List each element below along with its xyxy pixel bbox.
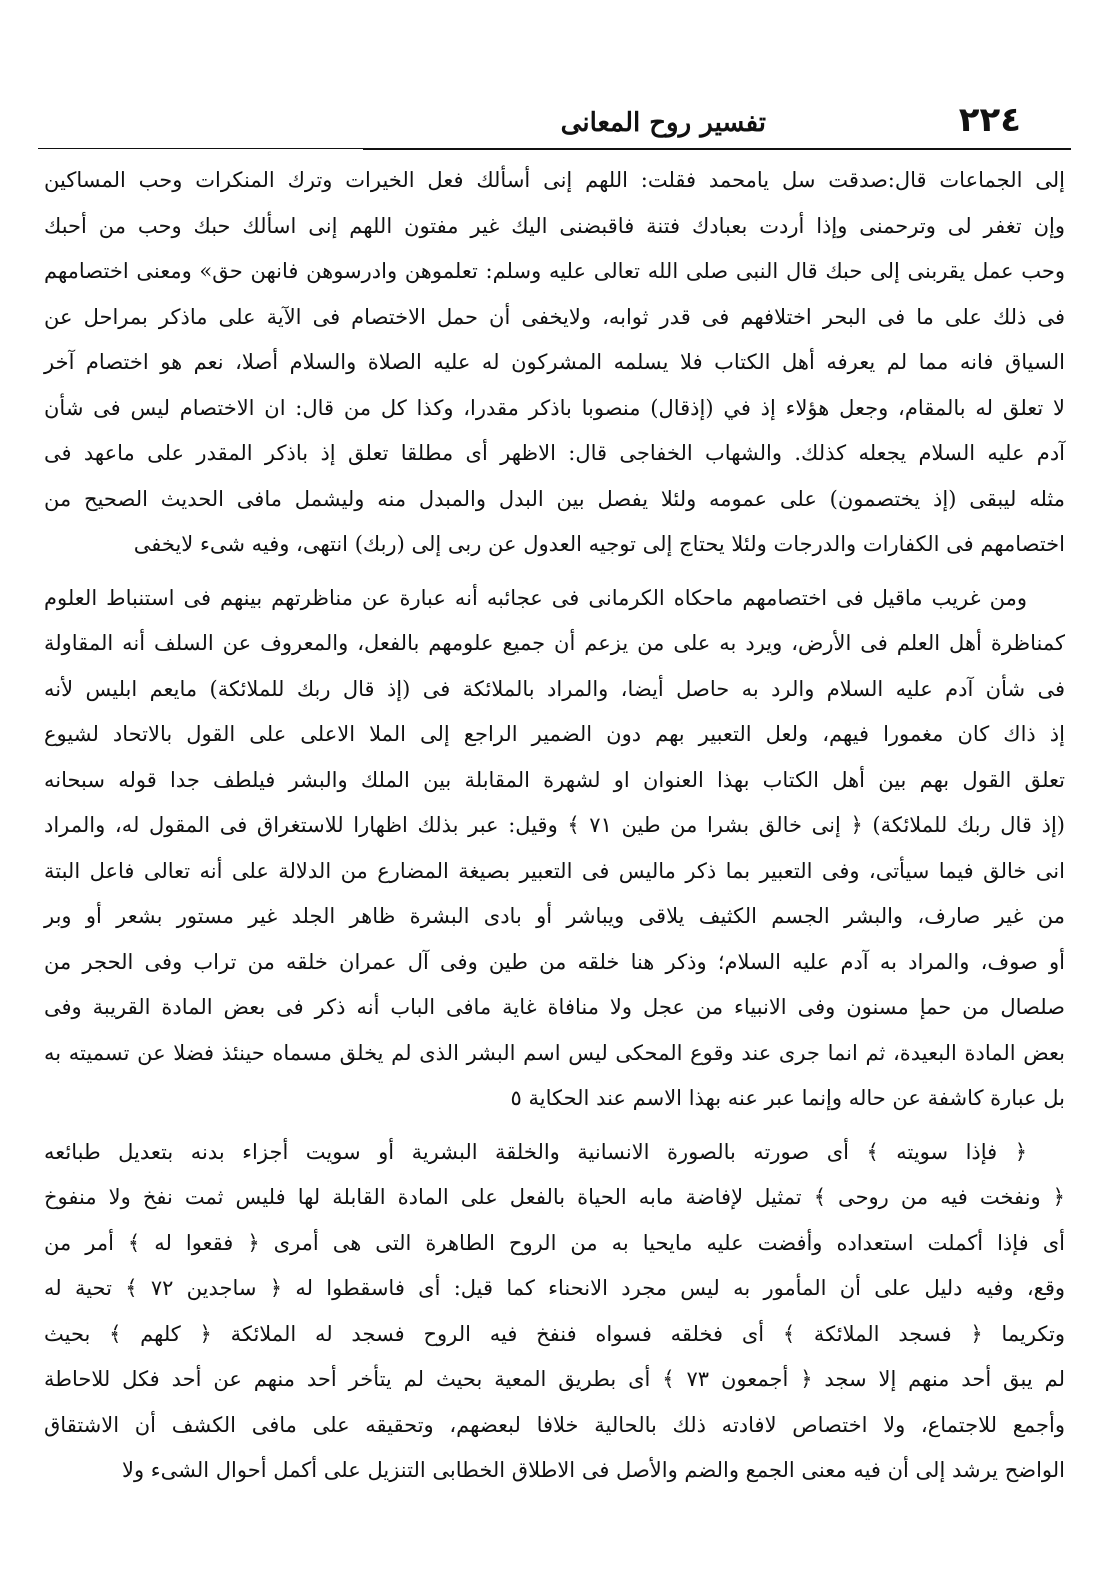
- paragraph: [38, 576, 1071, 1122]
- text-line: مثله ليبقى (إذ يختصمون) على عمومه ولئلا يفصل بين البدل والمبدل منه وليشمل مافى الحديث الصحيح من: [44, 486, 1065, 511]
- text-line: أو صوف، والمراد به آدم عليه السلام؛ وذكر هنا خلقه من طين وفى آل عمران خلقه من تراب وفى الحجر من: [44, 949, 1065, 974]
- paragraph: [38, 1130, 1071, 1494]
- paragraph: [38, 158, 1071, 568]
- text-line: كمناظرة أهل العلم فى الأرض، ويرد به على من يزعم أن جميع علومهم بالفعل، والمعروف عن السلف أنه المقاولة: [44, 631, 1065, 655]
- text-line: وتكريما ﴿ فسجد الملائكة ﴾ أى فخلقه فسواه فنفخ فيه الروح فسجد له الملائكة ﴿ كلهم ﴾ بحيث: [44, 1321, 1065, 1346]
- paragraph-gap: [38, 568, 1071, 576]
- page-header: [38, 60, 1071, 146]
- text-line: إلى الجماعات قال:صدقت سل يامحمد فقلت: اللهم إنى أسألك فعل الخيرات وترك المنكرات وحب المساكين: [44, 168, 1065, 192]
- text-line: ومن غريب ماقيل فى اختصامهم ماحكاه الكرمانى فى عجائبه أنه عبارة عن مناظرتهم بينهم فى استنباط العلوم: [44, 585, 1027, 610]
- text-line: السياق فانه مما لم يعرفه أهل الكتاب فلا يسلمه المشركون له عليه الصلاة والسلام أصلا، نعم هو اختصام آخر: [44, 350, 1065, 374]
- text-line: فى شأن آدم عليه السلام والرد به حاصل أيضا، والمراد بالملائكة فى (إذ قال ربك للملائكة) مايعم ابليس لأنه: [44, 676, 1065, 701]
- text-line: ﴿ فإذا سويته ﴾ أى صورته بالصورة الانسانية والخلقة البشرية أو سويت أجزاء بدنه بتعديل طبائعه: [44, 1139, 1027, 1164]
- text-line: وإن تغفر لى وترحمنى وإذا أردت بعبادك فتنة فاقبضنى اليك غير مفتون اللهم إنى اسألك حبك وحب من أحبك: [44, 213, 1065, 238]
- text-line: من غير صارف، والبشر الجسم الكثيف يلاقى ويباشر أو بادى البشرة ظاهر الجلد غير مستور بشعر أو وبر: [44, 904, 1065, 928]
- book-page: [38, 60, 1071, 1560]
- header-rule-thin: [38, 148, 363, 149]
- text-line: لا تعلق له بالمقام، وجعل هؤلاء إذ في (إذقال) منصوبا باذكر مقدرا، وكذا كل من قال: ان الاختصام ليس فى شأن: [44, 395, 1065, 420]
- text-line: صلصال من حمإ مسنون وفى الانبياء من عجل ولا منافاة غاية مافى الباب أنه ذكر فى بعض المادة القريبة وفى: [44, 995, 1065, 1019]
- running-title: تفسير روح المعانى: [560, 108, 766, 138]
- text-line: اختصامهم فى الكفارات والدرجات ولئلا يحتاج إلى توجيه العدول عن ربى إلى (ربك) انتهى، وفيه شىء لايخفى: [133, 532, 1065, 556]
- text-line: وحب عمل يقربنى إلى حبك قال النبى صلى الله تعالى عليه وسلم: تعلموهن وادرسوهن فانهن حق» ومعنى اختصامهم: [44, 259, 1065, 283]
- text-line: لم يبق أحد منهم إلا سجد ﴿ أجمعون ٧٣ ﴾ أى بطريق المعية بحيث لم يتأخر أحد منهم عن أحد فكل للاحاطة: [44, 1367, 1066, 1391]
- text-line: بل عبارة كاشفة عن حاله وإنما عبر عنه بهذا الاسم عند الحكاية ٥: [510, 1086, 1065, 1110]
- text-line: وقع، وفيه دليل على أن المأمور به ليس مجرد الانحناء كما قيل: أى فاسقطوا له ﴿ ساجدين ٧٢ ﴾ تحية له: [44, 1276, 1066, 1300]
- text-line: انى خالق فيما سيأتى، وفى التعبير بما ذكر ماليس فى التعبير بصيغة المضارع من الدلالة على أنه تعالى فاعل البتة: [44, 858, 1065, 883]
- text-line: فى ذلك على ما فى البحر اختلافهم فى قدر ثوابه، ولايخفى أن حمل الاختصام فى الآية على ماذكر بمراحل عن: [44, 304, 1065, 329]
- header-rule: [363, 148, 1071, 150]
- text-line: الواضح يرشد إلى أن فيه معنى الجمع والضم والأصل فى الاطلاق الخطابى التنزيل على أكمل أحوال الشىء ولا: [121, 1458, 1065, 1482]
- text-line: إذ ذاك كان مغمورا فيهم، ولعل التعبير بهم دون الضمير الراجع إلى الملا الاعلى على القول بالاتحاد لشيوع: [44, 722, 1065, 746]
- text-line: تعلق القول بهم بين أهل الكتاب بهذا العنوان او لشهرة المقابلة بين الملك والبشر فيلطف جدا قوله سبحانه: [44, 767, 1065, 792]
- text-line: ﴿ ونفخت فيه من روحى ﴾ تمثيل لإفاضة مابه الحياة بالفعل على المادة القابلة لها فليس ثمت نفخ ولا منفوخ: [44, 1185, 1065, 1209]
- paragraph-gap: [38, 1122, 1071, 1130]
- text-line: بعض المادة البعيدة، ثم انما جرى عند وقوع المحكى ليس اسم البشر الذى لم يخلق مسماه حينئذ فضلا عن تسميته به: [44, 1040, 1065, 1065]
- text-line: أى فإذا أكملت استعداده وأفضت عليه مايحيا به من الروح الطاهرة التى هى أمرى ﴿ فقعوا له ﴾ أمر من: [44, 1230, 1065, 1255]
- text-line: آدم عليه السلام يجعله كذلك. والشهاب الخفاجى قال: الاظهر أى مطلقا تعلق إذ باذكر المقدر على ماعهد فى: [44, 441, 1065, 465]
- text-line: وأجمع للاجتماع، ولا اختصاص لافادته ذلك بالحالية خلافا لبعضهم، وتحقيقه على مافى الكشف أن الاشتقاق: [44, 1412, 1065, 1437]
- page-number: ٢٢٤: [958, 100, 1021, 140]
- text-line: (إذ قال ربك للملائكة) ﴿ إنى خالق بشرا من طين ٧١ ﴾ وقيل: عبر بذلك اظهارا للاستغراق فى المقول له، والمراد: [44, 813, 1065, 837]
- body-text: [38, 158, 1071, 1494]
